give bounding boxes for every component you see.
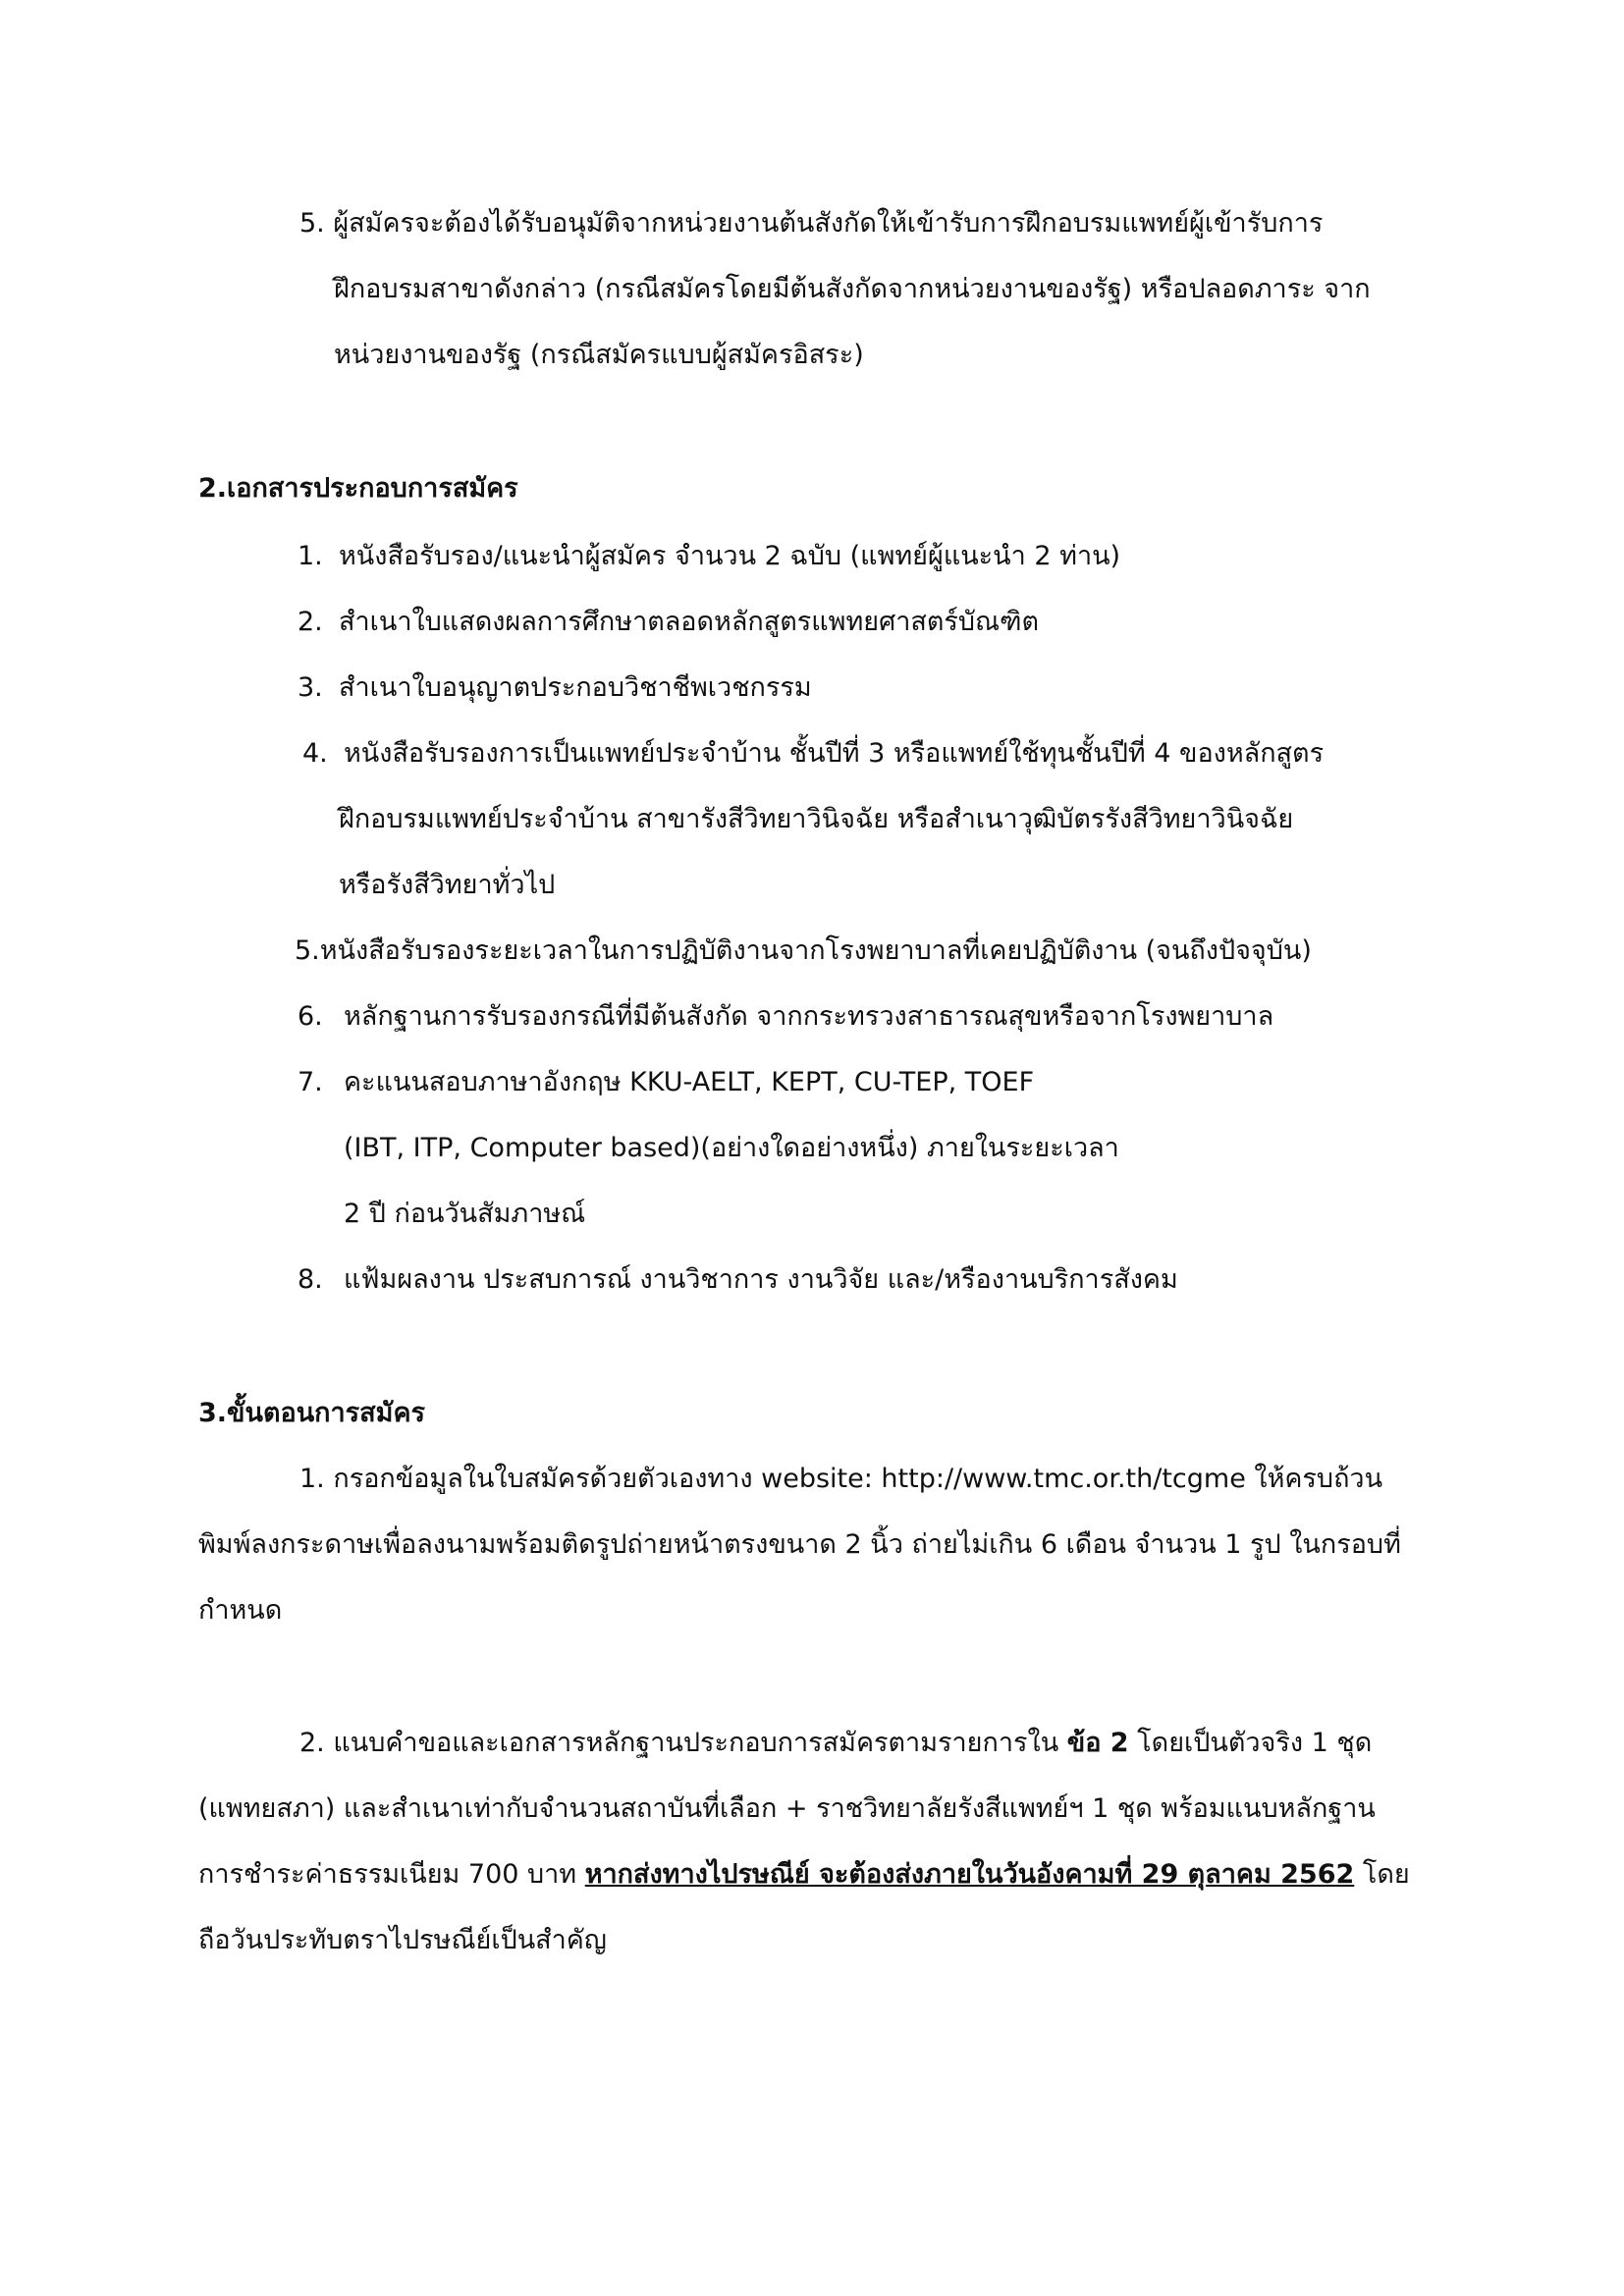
s2-item3-num: 3. (298, 672, 323, 703)
s2-item8-num: 8. (298, 1264, 323, 1295)
s2-item7-line1: คะแนนสอบภาษาอังกฤษ KKU-AELT, KEPT, CU-TEP, TOEF (344, 1067, 1035, 1097)
s2-item6-num: 6. (298, 1001, 323, 1032)
s2-item6-text: หลักฐานการรับรองกรณีที่มีต้นสังกัด จากกระทรวงสาธารณสุขหรือจากโรงพยาบาล (344, 1001, 1274, 1032)
s3-step2-line1-a: 2. แนบคำขอและเอกสารหลักฐานประกอบการสมัครตามรายการใน (299, 1728, 1067, 1758)
s2-item3-text: สำเนาใบอนุญาตประกอบวิชาชีพเวชกรรม (339, 672, 812, 703)
s2-item1-num: 1. (298, 541, 323, 571)
s3-step2-line1-b: โดยเป็นตัวจริง 1 ชุด (1128, 1728, 1373, 1758)
s3-step2-line4: ถือวันประทับตราไปรษณีย์เป็นสำคัญ (198, 1925, 607, 1955)
section2-heading: 2.เอกสารประกอบการสมัคร (198, 473, 518, 504)
s2-item4-line3: หรือรังสีวิทยาทั่วไป (339, 870, 556, 900)
s1-item5-line3: หน่วยงานของรัฐ (กรณีสมัครแบบผู้สมัครอิสระ) (334, 340, 864, 370)
s2-item5-text: 5.หนังสือรับรองระยะเวลาในการปฏิบัติงานจากโรงพยาบาลที่เคยปฏิบัติงาน (จนถึงปัจจุบัน) (295, 935, 1312, 966)
s3-step1-line3: กำหนด (198, 1595, 283, 1626)
s3-step1-line1: 1. กรอกข้อมูลในใบสมัครด้วยตัวเองทาง website: http://www.tmc.or.th/tcgme ให้ครบถ้วน (299, 1464, 1383, 1494)
s1-item5-line1: 5. ผู้สมัครจะต้องได้รับอนุมัติจากหน่วยงานต้นสังกัดให้เข้ารับการฝึกอบรมแพทย์ผู้เข้ารับการ (299, 208, 1324, 239)
s2-item7-line2: (IBT, ITP, Computer based)(อย่างใดอย่างหนึ่ง) ภายในระยะเวลา (344, 1133, 1119, 1163)
s2-item4-line1: หนังสือรับรองการเป็นแพทย์ประจำบ้าน ชั้นปีที่ 3 หรือแพทย์ใช้ทุนชั้นปีที่ 4 ของหลักสูตร (344, 738, 1325, 769)
s3-step2-line1 (299, 1724, 1372, 1763)
s2-item7-num: 7. (298, 1067, 323, 1097)
s1-item5-line2: ฝึกอบรมสาขาดังกล่าว (กรณีสมัครโดยมีต้นสังกัดจากหน่วยงานของรัฐ) หรือปลอดภาระ จาก (334, 274, 1371, 304)
s3-step2-line3-underlined: หากส่งทางไปรษณีย์ จะต้องส่งภายในวันอังคามที่ 29 ตุลาคม 2562 (584, 1859, 1355, 1890)
s2-item2-text: สำเนาใบแสดงผลการศึกษาตลอดหลักสูตรแพทยศาสตร์บัณฑิต (339, 607, 1040, 637)
s2-item4-num: 4. (302, 738, 328, 769)
s2-item7-line3: 2 ปี ก่อนวันสัมภาษณ์ (344, 1199, 586, 1229)
s2-item8-text: แฟ้มผลงาน ประสบการณ์ งานวิชาการ งานวิจัย และ/หรืองานบริการสังคม (344, 1264, 1178, 1295)
s3-step2-line1-bold: ข้อ 2 (1066, 1728, 1129, 1758)
s3-step2-line3-a: การชำระค่าธรรมเนียม 700 บาท (198, 1859, 585, 1890)
s3-step2-line3-b: โดย (1354, 1859, 1410, 1890)
s2-item1-text: หนังสือรับรอง/แนะนำผู้สมัคร จำนวน 2 ฉบับ (แพทย์ผู้แนะนำ 2 ท่าน) (339, 541, 1121, 571)
s2-item4-line2: ฝึกอบรมแพทย์ประจำบ้าน สาขารังสีวิทยาวินิจฉัย หรือสำเนาวุฒิบัตรรังสีวิทยาวินิจฉัย (339, 804, 1294, 834)
s2-item2-num: 2. (298, 607, 323, 637)
s3-step2-line2: (แพทยสภา) และสำเนาเท่ากับจำนวนสถาบันที่เลือก + ราชวิทยาลัยรังสีแพทย์ฯ 1 ชุด พร้อมแนบหลักฐาน (198, 1793, 1376, 1824)
s3-step1-line2: พิมพ์ลงกระดาษเพื่อลงนามพร้อมติดรูปถ่ายหน้าตรงขนาด 2 นิ้ว ถ่ายไม่เกิน 6 เดือน จำนวน 1 รูป ในกรอบที่ (198, 1529, 1401, 1560)
s3-step2-line3 (198, 1855, 1410, 1895)
section3-heading: 3.ขั้นตอนการสมัคร (198, 1398, 426, 1428)
